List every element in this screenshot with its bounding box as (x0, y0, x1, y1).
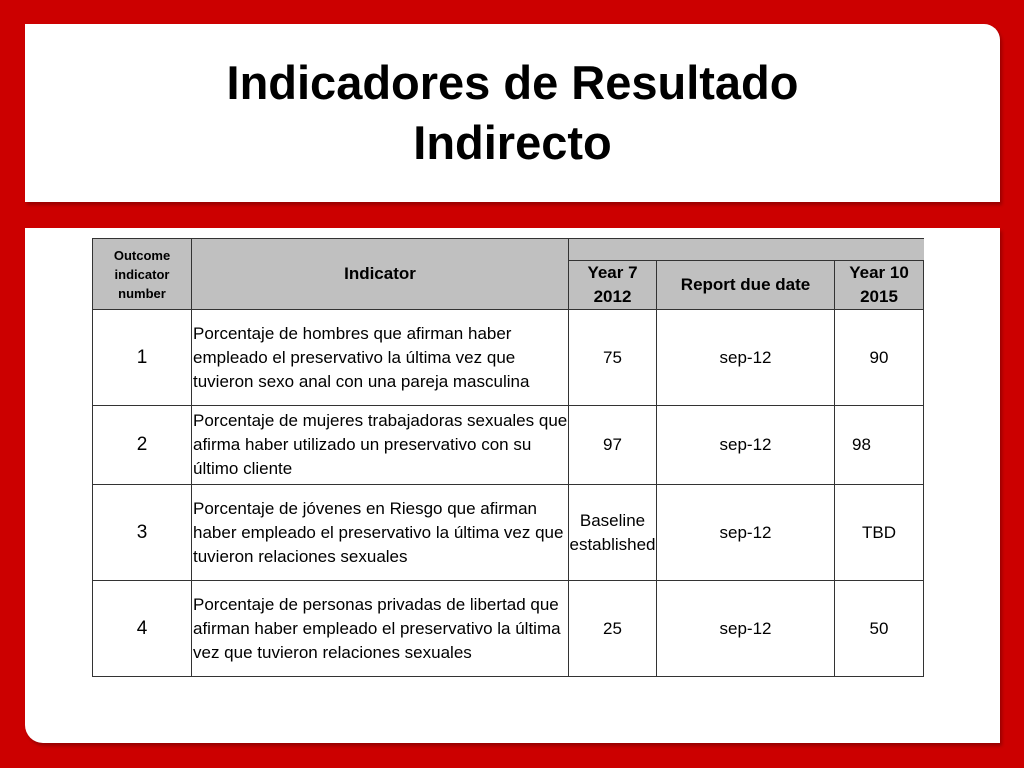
header-year10: Year 10 2015 (835, 261, 924, 310)
row-year7-value: 25 (569, 581, 657, 677)
header-group-blank (569, 239, 924, 261)
slide-title: Indicadores de Resultado Indirecto (226, 56, 799, 169)
table-row (93, 581, 924, 677)
header-indicator: Indicator (192, 239, 569, 310)
table-row (93, 406, 924, 485)
table-row (93, 310, 924, 406)
row-number: 3 (93, 485, 192, 581)
title-panel (25, 24, 1000, 202)
row-report-date: sep-12 (657, 485, 835, 581)
row-report-date: sep-12 (657, 406, 835, 485)
row-indicator: Porcentaje de mujeres trabajadoras sexuales que afirma haber utilizado un preservativo con su último cliente (192, 406, 569, 485)
row-year10-value: 98 (835, 406, 924, 485)
row-year10-value: 50 (835, 581, 924, 677)
row-report-date: sep-12 (657, 581, 835, 677)
row-year7-value: Baseline established (569, 485, 657, 581)
indicators-table (92, 238, 924, 677)
header-outcome-number: Outcome indicator number (93, 239, 192, 310)
row-year7-value: 75 (569, 310, 657, 406)
row-year10-value: TBD (835, 485, 924, 581)
row-indicator: Porcentaje de hombres que afirman haber empleado el preservativo la última vez que tuvieron sexo anal con una pareja masculina (192, 310, 569, 406)
header-year7: Year 7 2012 (569, 261, 657, 310)
row-year7-value: 97 (569, 406, 657, 485)
header-report-due-date: Report due date (657, 261, 835, 310)
row-number: 2 (93, 406, 192, 485)
row-indicator: Porcentaje de personas privadas de libertad que afirman haber empleado el preservativo la última vez que tuvieron relaciones sexuales (192, 581, 569, 677)
row-report-date: sep-12 (657, 310, 835, 406)
row-year10-value: 90 (835, 310, 924, 406)
row-indicator: Porcentaje de jóvenes en Riesgo que afirman haber empleado el preservativo la última vez que tuvieron relaciones sexuales (192, 485, 569, 581)
row-number: 1 (93, 310, 192, 406)
table-header-row (93, 239, 924, 261)
content-panel (25, 228, 1000, 743)
table-row (93, 485, 924, 581)
row-number: 4 (93, 581, 192, 677)
